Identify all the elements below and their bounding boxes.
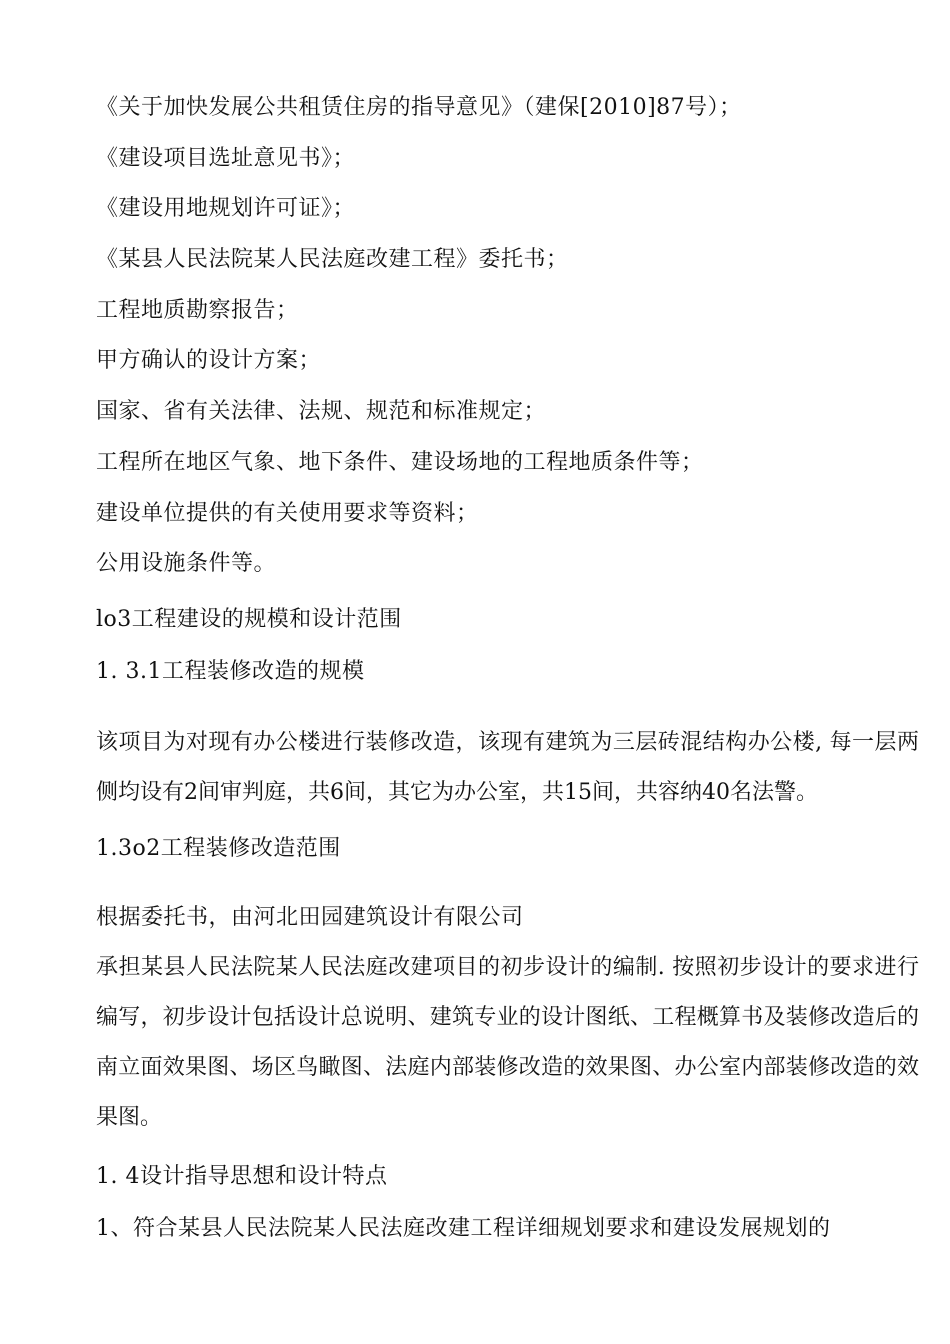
basis-item-land-permit: 《建设用地规划许可证》； [96, 196, 356, 221]
basis-item-user-requirements: 建设单位提供的有关使用要求等资料； [96, 501, 479, 526]
paragraph-scale: 该项目为对现有办公楼进行装修改造，该现有建筑为三层砖混结构办公楼, 每一层两侧均设有2间审判庭，共6间，其它为办公室，共15间，共容纳40名法警。 [96, 730, 919, 805]
basis-item-regulations: 国家、省有关法律、法规、规范和标准规定； [96, 399, 547, 424]
section-heading-1-3-1: 1. 3.1工程装修改造的规模 [96, 659, 365, 684]
design-point-1: 1、符合某县人民法院某人民法庭改建工程详细规划要求和建设发展规划的 [96, 1216, 831, 1241]
basis-item-site-conditions: 工程所在地区气象、地下条件、建设场地的工程地质条件等； [96, 450, 704, 475]
basis-item-geology: 工程地质勘察报告； [96, 298, 299, 323]
basis-item-guidance: 《关于加快发展公共租赁住房的指导意见》（建保[2010]87号）； [96, 95, 742, 120]
basis-item-utilities: 公用设施条件等。 [96, 551, 277, 576]
section-heading-1-4: 1. 4设计指导思想和设计特点 [96, 1164, 388, 1189]
section-heading-1-3: lo3工程建设的规模和设计范围 [96, 607, 402, 632]
section-heading-1-3-2: 1.3o2工程装修改造范围 [96, 836, 341, 861]
paragraph-entrust: 根据委托书，由河北田园建筑设计有限公司 [96, 905, 524, 930]
basis-item-site-opinion: 《建设项目选址意见书》； [96, 146, 356, 171]
basis-item-design-scheme: 甲方确认的设计方案； [96, 348, 322, 373]
basis-item-commission: 《某县人民法院某人民法庭改建工程》委托书； [96, 247, 569, 272]
paragraph-scope: 承担某县人民法院某人民法庭改建项目的初步设计的编制. 按照初步设计的要求进行编写，初步设计包括设计总说明、建筑专业的设计图纸、工程概算书及装修改造后的南立面效果图、场区鸟瞰图、法庭内部装修改造的效果图、办公室内部装修改造的效果图。 [96, 955, 919, 1130]
